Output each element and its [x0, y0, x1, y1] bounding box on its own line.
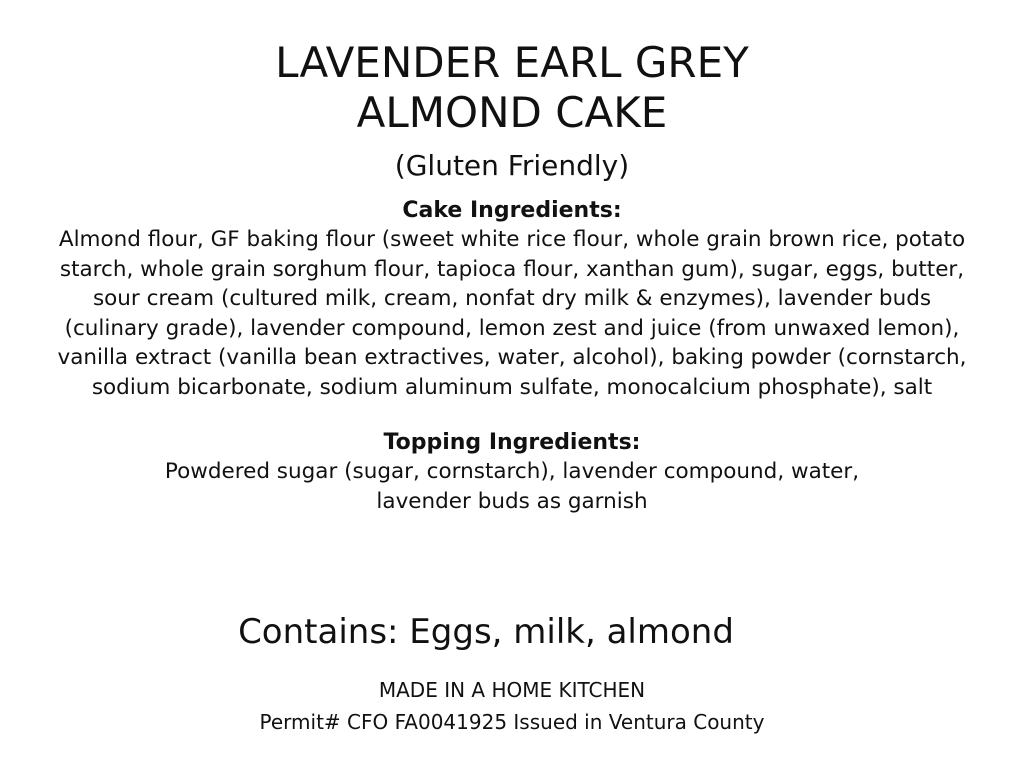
topping-ingredients-heading: Topping Ingredients: [383, 430, 641, 455]
title-line: LAVENDER EARL GREY [275, 38, 749, 87]
topping-ingredients-list [0, 457, 1024, 516]
ingredient-line: Almond flour, GF baking flour (sweet white rice flour, whole grain brown rice, potato [58, 227, 966, 252]
title-line: ALMOND CAKE [356, 88, 668, 137]
cake-ingredients-list [0, 225, 1024, 402]
ingredient-line: Powdered sugar (sugar, cornstarch), lavender compound, water, [164, 459, 860, 484]
product-title [0, 38, 1024, 138]
ingredient-line: (culinary grade), lavender compound, lemon zest and juice (from unwaxed lemon), [64, 315, 960, 341]
home-kitchen-notice: MADE IN A HOME KITCHEN [378, 678, 646, 702]
ingredient-line: starch, whole grain sorghum flour, tapioca flour, xanthan gum), sugar, eggs, butter, [59, 256, 965, 282]
product-subtitle: (Gluten Friendly) [394, 149, 630, 182]
ingredient-line: sodium bicarbonate, sodium aluminum sulfate, monocalcium phosphate), salt [91, 374, 933, 400]
cake-ingredients-section [0, 197, 1024, 402]
permit-number: Permit# CFO FA0041925 Issued in Ventura County [259, 710, 765, 734]
cake-ingredients-heading: Cake Ingredients: [402, 198, 622, 223]
ingredient-line: sour cream (cultured milk, cream, nonfat dry milk & enzymes), lavender buds [92, 286, 932, 311]
ingredient-line: lavender buds as garnish [376, 488, 648, 514]
topping-ingredients-section [0, 429, 1024, 516]
allergen-statement: Contains: Eggs, milk, almond [238, 612, 734, 652]
ingredient-line: vanilla extract (vanilla bean extractives, water, alcohol), baking powder (cornstarch, [57, 345, 967, 370]
